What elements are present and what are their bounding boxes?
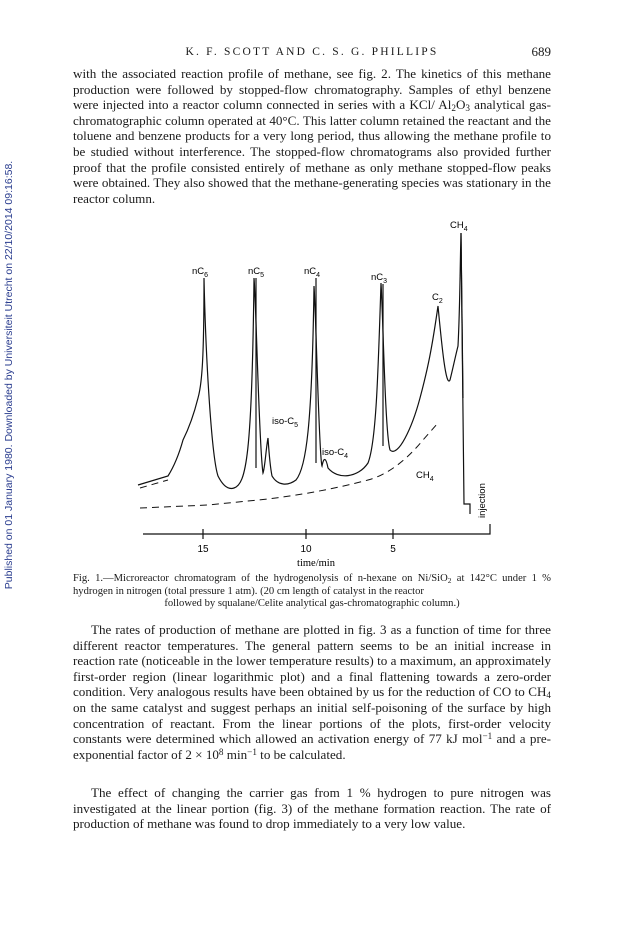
- running-title: K. F. SCOTT AND C. S. G. PHILLIPS: [185, 46, 439, 58]
- p2-text-c: and a pre-exponential factor of 2 × 10: [73, 731, 551, 762]
- peak-label-nc4: $nC_4$: [304, 266, 321, 279]
- p2-sup-c: −1: [247, 746, 257, 757]
- p1-text-c: analytical gas-chromatographic column operated at 40°C. This latter column retained the reactant and the toluene and benzene products for a very long period, thus allowing the methane profile to be studied without interference. The stopped-flow chromatograms also provided further proof that the profile consisted entirely of methane as only methane stopped-flow peaks were obtained. They also showed that the methane-generating species was stationary in the reactor column.: [73, 97, 551, 206]
- download-note-text[interactable]: Published on 01 January 1980. Downloaded by Universiteit Utrecht on 22/10/2014 09:16:58.: [3, 160, 15, 590]
- x-tick-15: 15: [197, 544, 209, 555]
- peak-label-nc3: $nC_3$: [371, 272, 388, 285]
- injection-label: injection: [477, 483, 488, 518]
- caption-text-b: at 142°C under 1 % hydrogen in nitrogen (total pressure 1 atm). (20 cm length of catalyst in the reactor: [73, 573, 551, 597]
- p2-sup-a: −1: [482, 731, 493, 742]
- peak-label-iso-c4: iso-$C_4$: [322, 447, 349, 460]
- paragraph-2: [73, 622, 551, 762]
- peak-label-nc5: $nC_5$: [248, 266, 265, 279]
- page-header: [73, 44, 551, 62]
- p3-text: The effect of changing the carrier gas from 1 % hydrogen to pure nitrogen was investigated at the linear portion (fig. 3) of the methane formation reaction. The rate of production of methane was found to drop immediately to a very low value.: [73, 785, 551, 832]
- paragraph-1: [73, 66, 551, 206]
- paragraph-3: [73, 785, 551, 832]
- p1-sub-a: 2: [451, 103, 456, 114]
- p2-text-a: The rates of production of methane are plotted in fig. 3 as a function of time for three different reactor temperatures. The general pattern seems to be an initial increase in reaction rate (noticeable in the lower temperature results) to a maximum, an approximately first-order region (linear logarithmic plot) and a final flattening towards a zero-order condition. Very analogous results have been obtained by us for the reduction of CO to CH: [73, 622, 551, 700]
- p1-sub-b: 3: [465, 103, 470, 114]
- peak-label-c2: $C_2$: [432, 292, 443, 305]
- time-axis: [143, 524, 490, 534]
- x-tick-10: 10: [300, 544, 312, 555]
- x-axis-label: time/min: [297, 558, 335, 568]
- peak-label-iso-c5: iso-$C_5$: [272, 416, 299, 429]
- baseline-label-ch4: $CH_4$: [416, 470, 434, 483]
- figure-caption: [73, 573, 551, 611]
- x-tick-5: 5: [390, 544, 396, 555]
- caption-sub: 2: [447, 576, 452, 585]
- p2-text-d: min: [223, 746, 248, 762]
- peak-label-nc6: $nC_6$: [192, 266, 209, 279]
- p2-text-e: to be calculated.: [256, 746, 346, 762]
- p2-text-b: on the same catalyst and suggest perhaps an initial self-poisoning of the surface by high concentration of reactant. From the linear portions of the plots, first-order velocity constants were determined which allowed an activation energy of 77 kJ mol: [73, 699, 551, 747]
- p2-sub: 4: [546, 690, 551, 701]
- download-note: [2, 140, 16, 610]
- caption-text-a: —Microreactor chromatogram of the hydrogenolysis of n-hexane on Ni/SiO: [103, 573, 448, 584]
- caption-text-c: followed by squalane/Celite analytical gas-chromatographic column.): [164, 598, 460, 610]
- p2-sup-b: 8: [218, 746, 224, 757]
- p1-text-b: O: [455, 97, 466, 113]
- chromatogram-figure: [128, 218, 508, 568]
- peak-label-ch4: $CH_4$: [450, 220, 468, 233]
- p1-text-a: with the associated reaction profile of methane, see fig. 2. The kinetics of this methane production were followed by stopped-flow chromatography. Samples of ethyl benzene were injected into a reactor column connected in series with a KCl/ Al: [73, 66, 551, 113]
- page-number: 689: [531, 44, 551, 59]
- caption-label: Fig. 1.: [73, 573, 104, 584]
